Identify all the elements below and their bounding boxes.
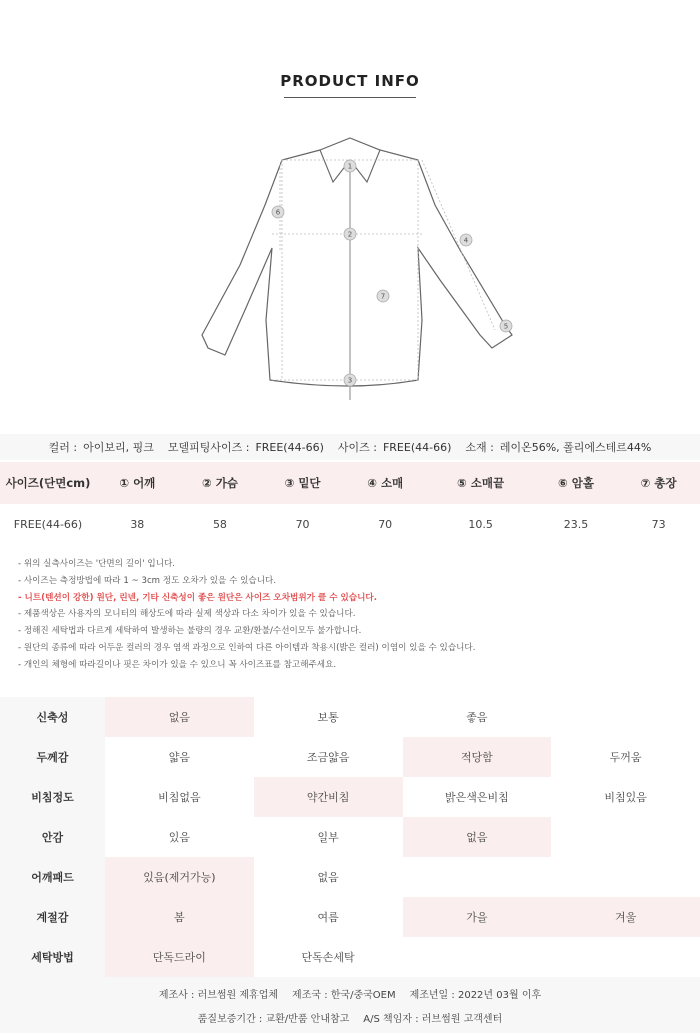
property-option: 얇음 <box>168 751 190 764</box>
property-row <box>0 737 700 777</box>
shirt-outline <box>202 138 512 386</box>
property-option: 약간비침 <box>254 777 403 817</box>
property-label: 두께감 <box>0 737 105 777</box>
size-label: 사이즈 : <box>337 441 377 454</box>
property-option: 비침없음 <box>158 791 201 804</box>
property-option: 없음 <box>403 817 552 857</box>
size-value: FREE(44-66) <box>382 440 452 454</box>
property-label: 안감 <box>0 817 105 857</box>
as-label: A/S 책임자 : <box>363 1013 419 1025</box>
property-label: 어깨패드 <box>0 857 105 897</box>
warranty-label: 품질보증기간 : <box>197 1013 263 1025</box>
material-value: 레이온56%, 폴리에스테르44% <box>499 441 652 454</box>
date-label: 제조년일 : <box>409 989 455 1001</box>
product-info-strip <box>0 434 700 460</box>
property-option: 단독손세탁 <box>301 951 355 964</box>
size-header-cell: ① 어깨 <box>96 462 179 504</box>
size-cell: FREE(44-66) <box>13 517 83 531</box>
size-cell: 73 <box>651 517 666 531</box>
property-option: 두꺼움 <box>609 751 642 764</box>
size-header-cell: ⑥ 암홀 <box>535 462 618 504</box>
size-cell: 38 <box>130 517 145 531</box>
as-value: 러브썸원 고객센터 <box>421 1013 503 1025</box>
title-underline <box>284 97 416 98</box>
property-option: 없음 <box>317 871 339 884</box>
property-row <box>0 857 700 897</box>
size-cell: 23.5 <box>563 517 589 531</box>
measure-markers <box>272 160 512 386</box>
marker-label-4: 4 <box>463 236 469 245</box>
property-row <box>0 817 700 857</box>
property-row <box>0 777 700 817</box>
marker-label-2: 2 <box>347 230 353 239</box>
property-label: 계절감 <box>0 897 105 937</box>
property-option <box>403 857 552 897</box>
footer-row-1 <box>0 981 700 1005</box>
property-label: 비침정도 <box>0 777 105 817</box>
size-header-cell: ③ 밑단 <box>261 462 344 504</box>
size-header-cell: ⑤ 소매끝 <box>427 462 535 504</box>
properties-table <box>0 697 700 977</box>
warranty-value: 교환/반품 안내참고 <box>265 1013 350 1025</box>
property-option: 없음 <box>105 697 254 737</box>
size-cell: 70 <box>378 517 393 531</box>
marker-label-1: 1 <box>347 162 353 171</box>
property-option: 단독드라이 <box>105 937 254 977</box>
footer-row-2 <box>0 1005 700 1029</box>
size-header-cell: ② 가슴 <box>179 462 262 504</box>
note-item: - 제품색상은 사용자의 모니터의 해상도에 따라 실제 색상과 다소 차이가 있을 수 있습니다. <box>18 609 356 620</box>
size-table <box>0 462 700 544</box>
property-option <box>551 937 700 977</box>
maker-value: 러브썸원 제휴업체 <box>197 989 279 1001</box>
maker-label: 제조사 : <box>158 989 195 1001</box>
note-item: - 원단의 종류에 따라 어두운 컬러의 경우 염색 과정으로 인하여 다른 아이템과 착용시(밝은 컬러) 이염이 있을 수 있습니다. <box>18 642 476 653</box>
property-option: 조금얇음 <box>306 751 350 764</box>
property-option <box>551 857 700 897</box>
note-item: - 정해진 세탁법과 다르게 세탁하여 발생하는 불량의 경우 교환/환불/수선이모두 불가합니다. <box>18 626 362 637</box>
material-label: 소재 : <box>465 441 494 454</box>
size-cell: 70 <box>295 517 310 531</box>
property-option <box>551 817 700 857</box>
property-label: 세탁방법 <box>0 937 105 977</box>
note-item: - 위의 실측사이즈는 '단면의 길이' 입니다. <box>18 559 176 569</box>
note-item: - 개인의 체형에 따라길이나 핏은 차이가 있을 수 있으니 꼭 사이즈표를 참고해주세요. <box>18 659 337 670</box>
property-option: 비침있음 <box>604 791 647 804</box>
date-value: 2022년 03월 이후 <box>457 989 542 1001</box>
property-row <box>0 897 700 937</box>
property-option: 가을 <box>403 897 552 937</box>
property-row <box>0 697 700 737</box>
size-cell: 10.5 <box>468 517 493 531</box>
color-label: 컬러 : <box>48 441 78 454</box>
marker-label-7: 7 <box>380 292 386 301</box>
size-table-row <box>0 504 700 544</box>
size-header-cell: 사이즈(단면cm) <box>0 462 96 504</box>
color-value: 아이보리, 핑크 <box>83 441 154 454</box>
page-title: PRODUCT INFO <box>280 72 420 90</box>
size-cell: 58 <box>212 517 227 531</box>
note-item: - 사이즈는 측정방법에 따라 1 ~ 3cm 정도 오차가 있을 수 있습니다. <box>18 575 277 586</box>
property-option <box>403 937 552 977</box>
property-option: 여름 <box>317 911 339 924</box>
garment-diagram <box>160 130 540 400</box>
size-header-cell: ⑦ 총장 <box>617 462 700 504</box>
property-option: 적당함 <box>403 737 552 777</box>
property-option: 좋음 <box>466 711 488 724</box>
property-option <box>551 697 700 737</box>
fit-label: 모델피팅사이즈 : <box>167 441 250 454</box>
fit-value: FREE(44-66) <box>255 440 324 454</box>
size-header-cell: ④ 소매 <box>344 462 427 504</box>
marker-label-5: 5 <box>503 322 509 331</box>
note-item-warning: - 니트(텐션이 강한) 원단, 린넨, 기타 신축성이 좋은 원단은 사이즈 오차범위가 클 수 있습니다. <box>18 592 377 603</box>
size-table-header <box>0 462 700 504</box>
property-option: 일부 <box>317 831 339 844</box>
country-label: 제조국 : <box>292 989 328 1001</box>
property-option: 보통 <box>317 711 339 724</box>
property-option: 밝은색은비침 <box>444 791 509 804</box>
country-value: 한국/중국OEM <box>330 989 396 1001</box>
product-footer <box>0 977 700 1033</box>
marker-label-6: 6 <box>275 208 281 217</box>
property-row <box>0 937 700 977</box>
size-notes <box>18 556 678 674</box>
property-option: 있음(제거가능) <box>105 857 254 897</box>
property-option: 봄 <box>105 897 254 937</box>
property-option: 겨울 <box>551 897 700 937</box>
marker-label-3: 3 <box>347 376 353 385</box>
property-option: 있음 <box>168 831 190 844</box>
property-label: 신축성 <box>0 697 105 737</box>
